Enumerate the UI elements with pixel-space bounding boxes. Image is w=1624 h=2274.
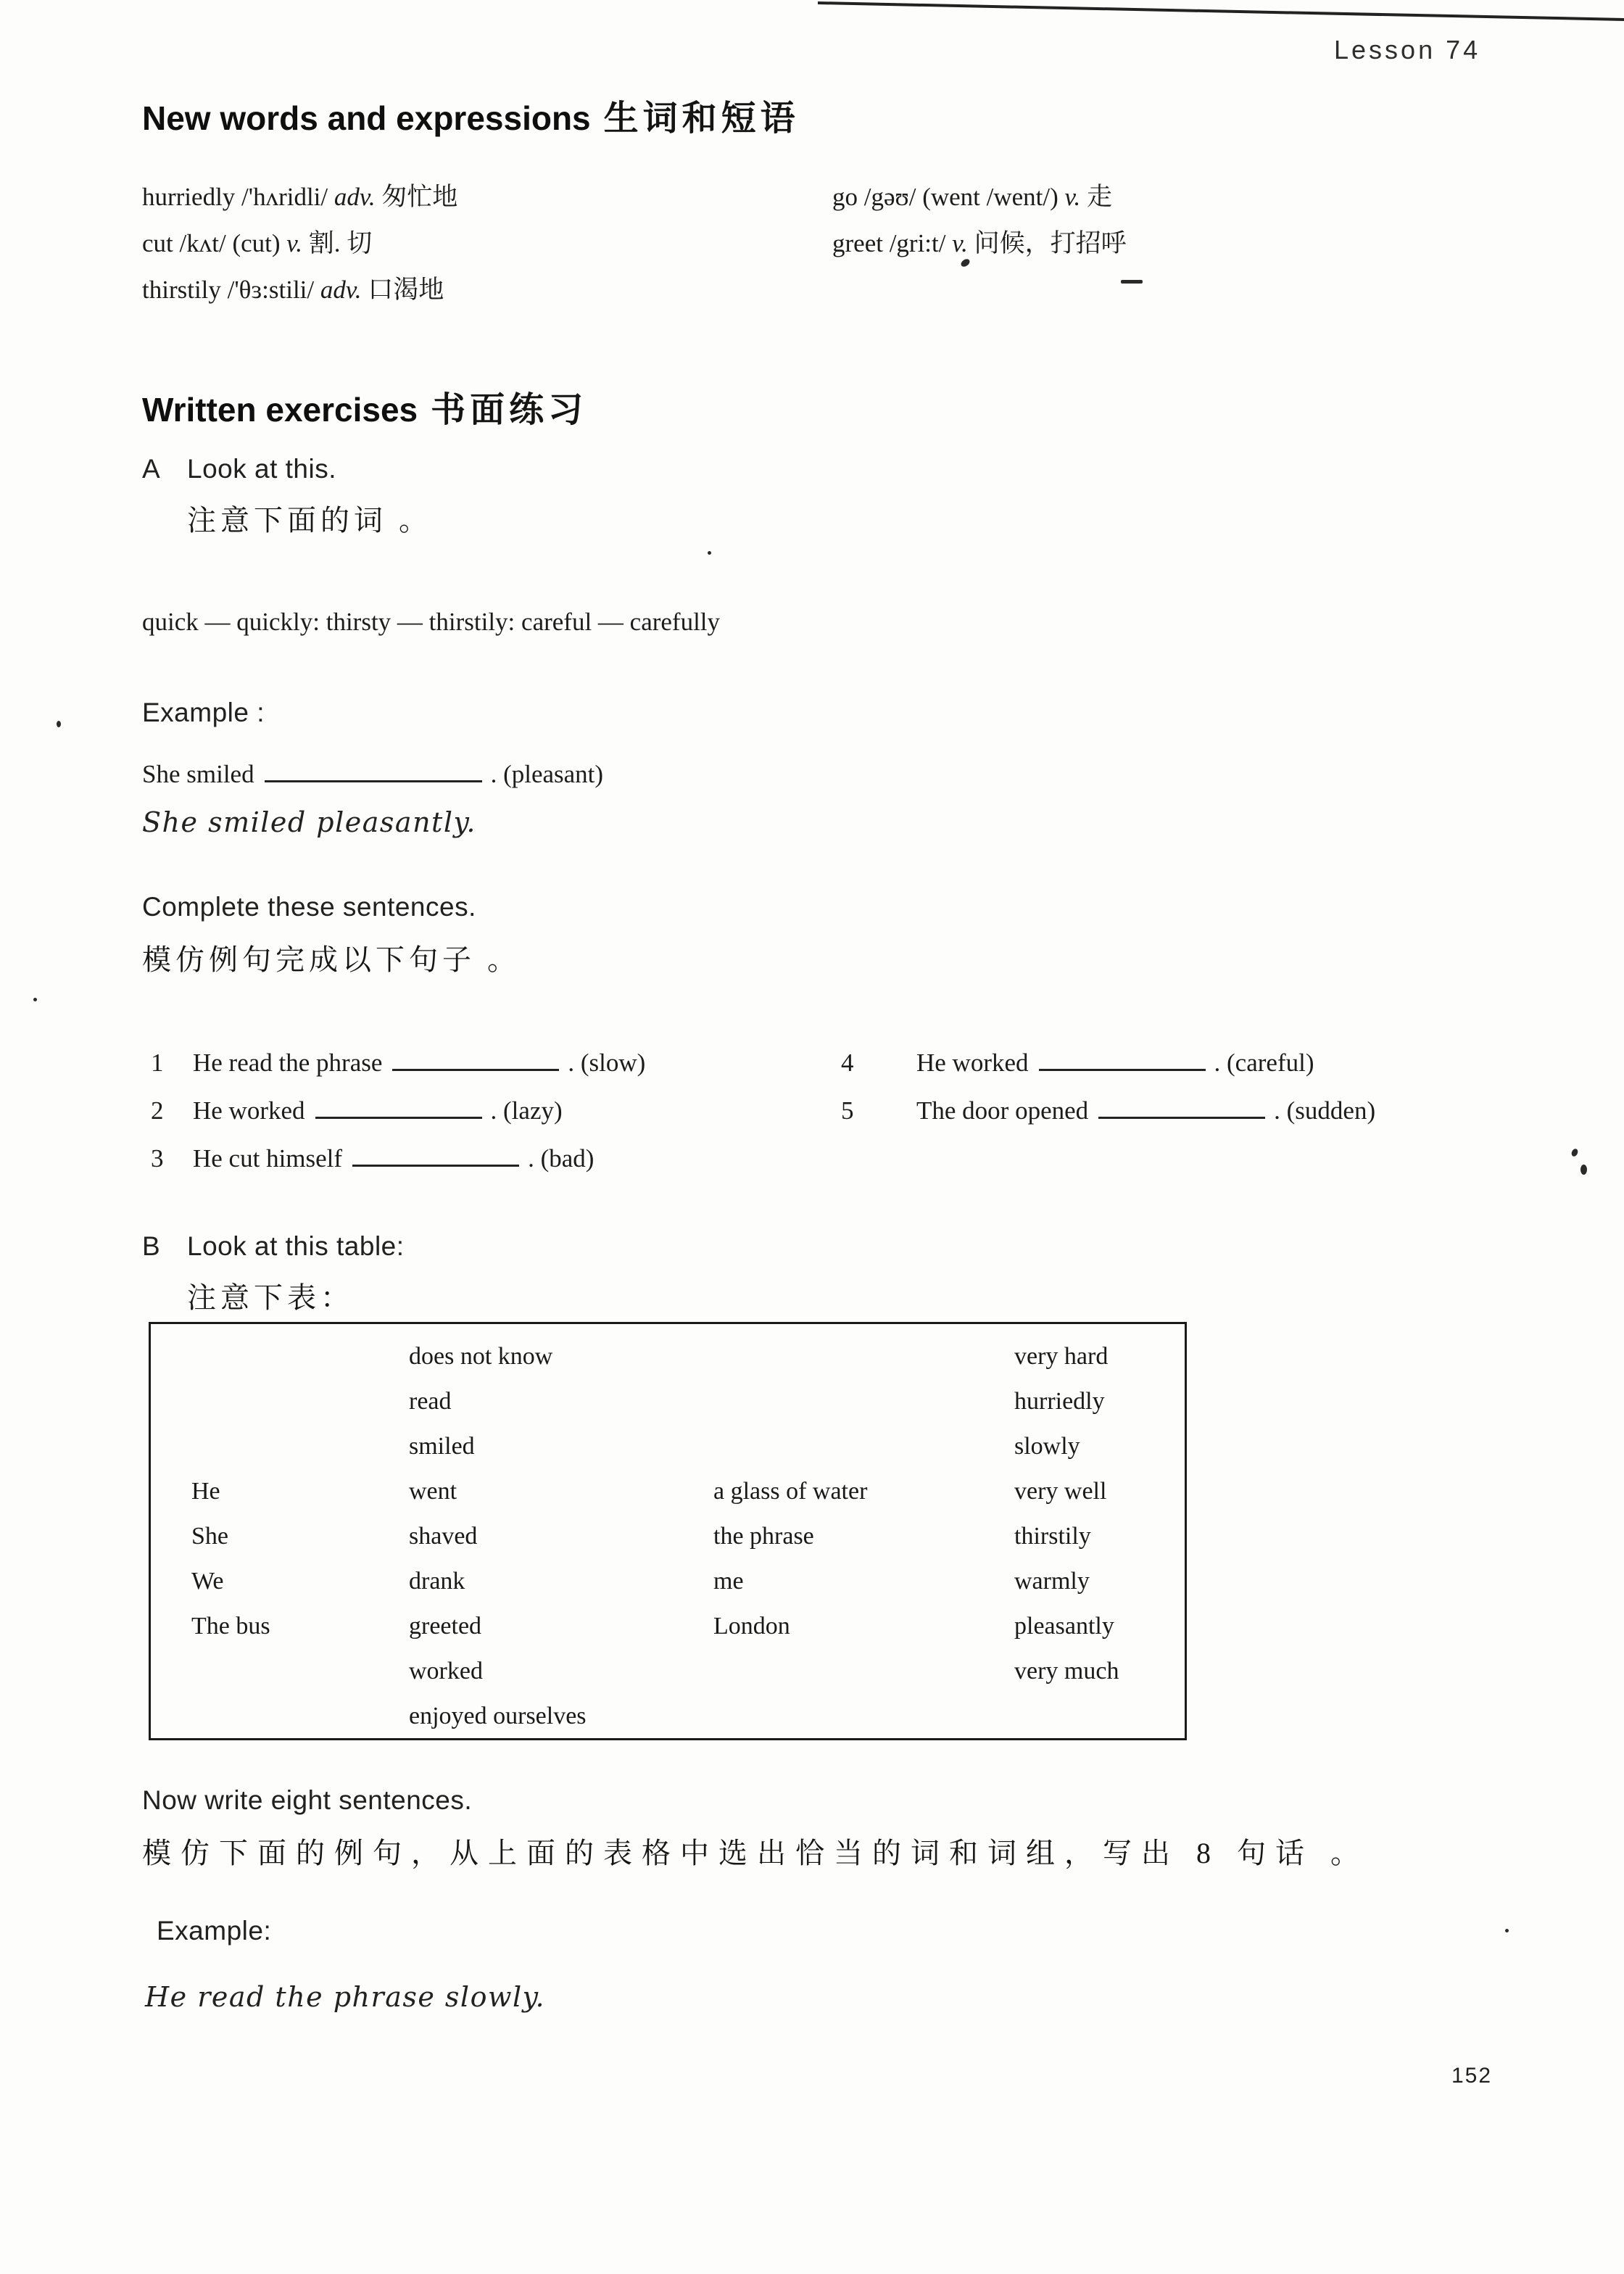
example-label-b: Example:	[157, 1916, 272, 1946]
new-words-heading-zh: 生词和短语	[603, 99, 800, 138]
written-exercises-heading-zh: 书面练习	[431, 391, 588, 429]
table-cell: went	[409, 1478, 457, 1505]
sentence-after: . (slow)	[568, 1048, 646, 1077]
section-a-title-zh: 注意下面的词 。	[187, 504, 432, 537]
sentence-after: . (bad)	[528, 1144, 594, 1173]
table-row	[151, 1514, 1185, 1559]
vocab-phonetic: /'θɜ:stili/	[227, 276, 315, 304]
table-cell: the phrase	[713, 1523, 814, 1550]
table-row	[151, 1334, 1185, 1379]
table-row	[151, 1469, 1185, 1514]
table-cell: a glass of water	[713, 1478, 868, 1505]
table-row	[151, 1559, 1185, 1604]
section-b-title: Look at this table:	[187, 1231, 405, 1261]
prompt-after: . (pleasant)	[490, 759, 604, 788]
sentence-number: 3	[151, 1144, 164, 1173]
lesson-label: Lesson 74	[1334, 35, 1481, 65]
word-pairs-line: quick — quickly: thirsty — thirstily: careful — carefully	[142, 608, 721, 636]
table-cell: very hard	[1014, 1343, 1109, 1370]
table-row	[151, 1604, 1185, 1649]
vocab-entry	[832, 223, 1127, 260]
section-a-label: A	[142, 454, 161, 484]
vocab-pos: v.	[1064, 183, 1081, 211]
vocab-pos: v.	[952, 229, 968, 257]
sentence-after: . (lazy)	[490, 1096, 563, 1125]
table-cell: She	[191, 1523, 228, 1550]
vocab-entry	[142, 270, 444, 306]
exercise-sentence	[151, 1143, 594, 1173]
table-row	[151, 1694, 1185, 1739]
vocab-entry	[142, 177, 457, 213]
exercise-sentence	[151, 1095, 563, 1125]
sentence-after: . (careful)	[1214, 1048, 1314, 1077]
vocab-meaning: 匆忙地	[381, 183, 458, 211]
vocab-entry	[832, 177, 1112, 213]
table-cell: hurriedly	[1014, 1388, 1105, 1415]
exercise-table	[149, 1322, 1187, 1740]
sentence-before: The door opened	[916, 1096, 1089, 1125]
vocab-phonetic: /kʌt/ (cut)	[179, 229, 281, 257]
answer-blank	[1039, 1047, 1206, 1071]
example-label-a: Example :	[142, 698, 265, 727]
sentence-number: 1	[151, 1048, 164, 1077]
table-cell: The bus	[191, 1613, 270, 1640]
complete-title: Complete these sentences.	[142, 892, 476, 922]
vocab-phonetic: /gri:t/	[889, 229, 946, 257]
section-b-label: B	[142, 1231, 161, 1261]
vocab-meaning: 走	[1086, 183, 1112, 211]
table-cell: does not know	[409, 1343, 553, 1370]
scan-speck	[1505, 1929, 1509, 1932]
sentence-before: He worked	[916, 1048, 1029, 1077]
table-cell: London	[713, 1613, 790, 1640]
table-cell: pleasantly	[1014, 1613, 1114, 1640]
answer-blank	[392, 1047, 559, 1071]
vocab-phonetic: /'hʌridli/	[241, 183, 328, 211]
scan-speck	[1570, 1148, 1579, 1157]
write-title-zh: 模仿下面的例句，从上面的表格中选出恰当的词和词组，写出 8 句话 。	[142, 1837, 1369, 1869]
new-words-heading-en: New words and expressions	[142, 99, 591, 137]
prompt-before: She smiled	[142, 759, 254, 788]
sentence-before: He cut himself	[193, 1144, 343, 1173]
vocab-pos: v.	[286, 229, 302, 257]
section-b-title-zh: 注意下表：	[187, 1281, 354, 1314]
table-cell: very much	[1014, 1658, 1119, 1684]
table-cell: shaved	[409, 1523, 478, 1550]
exercise-sentence	[151, 1047, 645, 1078]
example-prompt	[142, 758, 603, 789]
table-cell: enjoyed ourselves	[409, 1703, 587, 1729]
sentence-number: 4	[841, 1048, 854, 1077]
vocab-pos: adv.	[320, 276, 362, 304]
sentence-number: 2	[151, 1096, 164, 1125]
vocab-entry	[142, 223, 372, 260]
complete-title-zh: 模仿例句完成以下句子 。	[142, 943, 521, 976]
table-cell: We	[191, 1568, 224, 1595]
table-cell: He	[191, 1478, 220, 1505]
vocab-word: go	[832, 183, 858, 211]
vocab-phonetic: /gəʊ/ (went /went/)	[863, 183, 1058, 211]
scan-speck	[1580, 1165, 1587, 1175]
vocab-word: cut	[142, 229, 173, 257]
table-row	[151, 1379, 1185, 1424]
vocab-pos: adv.	[334, 183, 376, 211]
page-top-rule	[0, 0, 1624, 32]
section-a-title: Look at this.	[187, 454, 337, 484]
scan-speck	[57, 721, 61, 727]
vocab-meaning: 割. 切	[308, 229, 373, 257]
scan-speck	[33, 998, 37, 1001]
vocab-meaning: 问候，打招呼	[974, 229, 1127, 257]
vocab-meaning: 口渴地	[368, 276, 444, 304]
vocab-word: thirstily	[142, 276, 221, 304]
sentence-number: 5	[841, 1096, 854, 1125]
table-row	[151, 1424, 1185, 1469]
answer-blank	[1098, 1095, 1265, 1119]
table-cell: warmly	[1014, 1568, 1090, 1595]
sentence-before: He worked	[193, 1096, 305, 1125]
scan-dash	[1121, 280, 1143, 284]
example-answer-b: He read the phrase slowly.	[145, 1981, 546, 2013]
table-cell: drank	[409, 1568, 465, 1595]
table-cell: greeted	[409, 1613, 482, 1640]
example-answer-a: She smiled pleasantly.	[142, 806, 476, 838]
table-cell: me	[713, 1568, 744, 1595]
sentence-after: . (sudden)	[1274, 1096, 1376, 1125]
written-exercises-heading	[142, 381, 587, 431]
answer-blank	[315, 1095, 482, 1119]
new-words-heading	[142, 90, 800, 140]
table-cell: smiled	[409, 1433, 475, 1460]
table-row	[151, 1649, 1185, 1694]
answer-blank	[265, 758, 482, 782]
written-exercises-heading-en: Written exercises	[142, 391, 418, 429]
table-cell: thirstily	[1014, 1523, 1091, 1550]
vocab-word: hurriedly	[142, 183, 236, 211]
exercise-sentence	[841, 1047, 1314, 1078]
table-cell: worked	[409, 1658, 483, 1684]
table-cell: read	[409, 1388, 452, 1415]
exercise-sentence	[841, 1095, 1375, 1125]
vocab-word: greet	[832, 229, 883, 257]
answer-blank	[352, 1143, 519, 1167]
sentence-before: He read the phrase	[193, 1048, 383, 1077]
page-number: 152	[1451, 2064, 1493, 2088]
table-cell: very well	[1014, 1478, 1107, 1505]
scan-speck	[708, 551, 711, 555]
write-title: Now write eight sentences.	[142, 1785, 473, 1815]
table-cell: slowly	[1014, 1433, 1080, 1460]
